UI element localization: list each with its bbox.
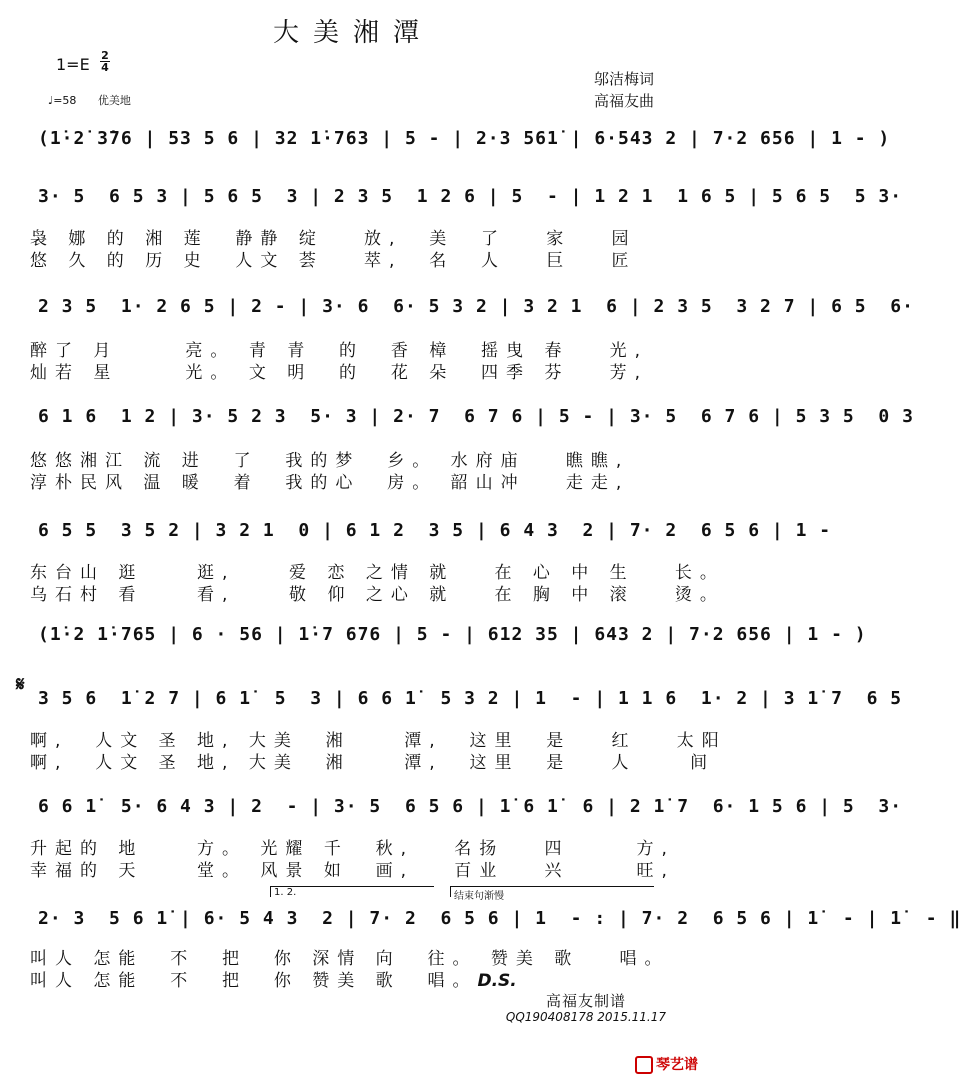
lyric-text: 叫人 怎能 不 把 你 赞美 歌 唱。	[30, 971, 478, 991]
notation-line-9	[30, 898, 961, 942]
lyric-line-4b: 淳朴民风 温 暖 着 我的心 房。 韶山冲 走走,	[30, 473, 630, 493]
watermark-text: 琴艺谱	[656, 1057, 698, 1073]
lyric-line-2b: 悠 久 的 历 史 人文 荟 萃, 名 人 巨 匠	[30, 251, 637, 271]
tempo-marking	[48, 92, 131, 108]
lyric-line-9b	[30, 966, 680, 991]
tempo-value: ♩=58	[48, 94, 77, 107]
lyric-line-9a: 叫人 怎能 不 把 你 深情 向 往。 赞美 歌 唱。	[30, 949, 670, 969]
notation-text: 3 5 6 1̇ 2 7 | 6 1̇ 5 3 | 6 6 1̇ 5 3 2 | 1 - | 1 1 6 1· 2 | 3 1̇ 7 6 5	[38, 688, 903, 709]
lyricist-credit: 邬洁梅词	[593, 70, 654, 88]
notation-line-2	[30, 176, 903, 220]
notation-line-7	[30, 678, 903, 722]
segno-sign: 𝄋	[16, 672, 25, 696]
lyric-line-8a: 升起的 地 方。 光耀 千 秋, 名扬 四 方,	[30, 839, 675, 859]
composer-credit: 高福友曲	[593, 92, 654, 110]
notation-line-1	[30, 118, 891, 162]
contact-info: QQ190408178 2015.11.17	[505, 1010, 666, 1024]
notation-text: 3· 5 6 5 3 | 5 6 5 3 | 2 3 5 1 2 6 | 5 - | 1 2 1 1 6 5 | 5 6 5 5 3·	[38, 186, 903, 207]
lyric-line-5a: 东台山 逛 逛, 爱 恋 之情 就 在 心 中 生 长。	[30, 563, 725, 583]
notation-line-5	[30, 510, 832, 554]
time-signature	[100, 50, 110, 73]
lyric-line-3a: 醉了 月 亮。 青 青 的 香 樟 摇曳 春 光,	[30, 341, 649, 361]
notation-line-6	[30, 614, 867, 658]
key-signature: 1=E	[56, 55, 90, 74]
logo-icon	[635, 1056, 653, 1074]
notation-text: (1̇·2 1̇·765 | 6 · 56 | 1̇·7 676 | 5 - | 612 35 | 643 2 | 7·2 656 | 1 - )	[38, 624, 867, 645]
time-signature-bottom: 4	[101, 61, 109, 74]
ending-bracket-final: 结束句渐慢	[450, 886, 654, 897]
ending-bracket-1: 1. 2.	[270, 886, 434, 897]
lyric-line-3b: 灿若 星 光。 文 明 的 花 朵 四季 芬 芳,	[30, 363, 649, 383]
ds-mark: D.S.	[477, 971, 517, 991]
time-signature-top: 2	[101, 49, 109, 62]
lyric-line-8b: 幸福的 天 堂。 风景 如 画, 百业 兴 旺,	[30, 861, 675, 881]
song-title: 大美湘潭	[272, 18, 433, 48]
lyric-line-7b: 啊, 人文 圣 地, 大美 湘 潭, 这里 是 人 间	[30, 753, 716, 773]
notation-text: 2 3 5 1· 2 6 5 | 2 - | 3· 6 6· 5 3 2 | 3 2 1 6 | 2 3 5 3 2 7 | 6 5 6·	[38, 296, 914, 317]
lyric-line-5b: 乌石村 看 看, 敬 仰 之心 就 在 胸 中 滚 烫。	[30, 585, 725, 605]
lyric-line-2a: 袅 娜 的 湘 莲 静静 绽 放, 美 了 家 园	[30, 229, 637, 249]
watermark-logo	[635, 1054, 698, 1074]
lyric-line-4a: 悠悠湘江 流 进 了 我的梦 乡。 水府庙 瞧瞧,	[30, 451, 630, 471]
notation-text: (1̇·2̇ 3̇76 | 53 5 6 | 32 1̇·763 | 5 - | 2·3 561̇ | 6·543 2 | 7·2 656 | 1 - )	[38, 128, 891, 149]
notation-line-3	[30, 286, 914, 330]
notation-line-4	[30, 396, 914, 440]
notation-line-8	[30, 786, 903, 830]
expression-marking: 优美地	[97, 94, 131, 107]
arranger-credit: 高福友制谱	[545, 992, 626, 1010]
lyric-line-7a: 啊, 人文 圣 地, 大美 湘 潭, 这里 是 红 太阳	[30, 731, 727, 751]
notation-text: 6 1 6 1 2 | 3· 5 2 3 5· 3 | 2· 7 6 7 6 | 5 - | 3· 5 6 7 6 | 5 3 5 0 3	[38, 406, 914, 427]
notation-text: 2· 3 5 6 1̇ | 6· 5 4 3 2 | 7· 2 6 5 6 | 1 - : | 7· 2 6 5 6 | 1̇ - | 1̇ - ‖	[38, 908, 961, 929]
notation-text: 6 6 1̇ 5· 6 4 3 | 2 - | 3· 5 6 5 6 | 1̇ 6 1̇ 6 | 2 1̇ 7 6· 1 5 6 | 5 3·	[38, 796, 903, 817]
notation-text: 6 5 5 3 5 2 | 3 2 1 0 | 6 1 2 3 5 | 6 4 3 2 | 7· 2 6 5 6 | 1 -	[38, 520, 832, 541]
